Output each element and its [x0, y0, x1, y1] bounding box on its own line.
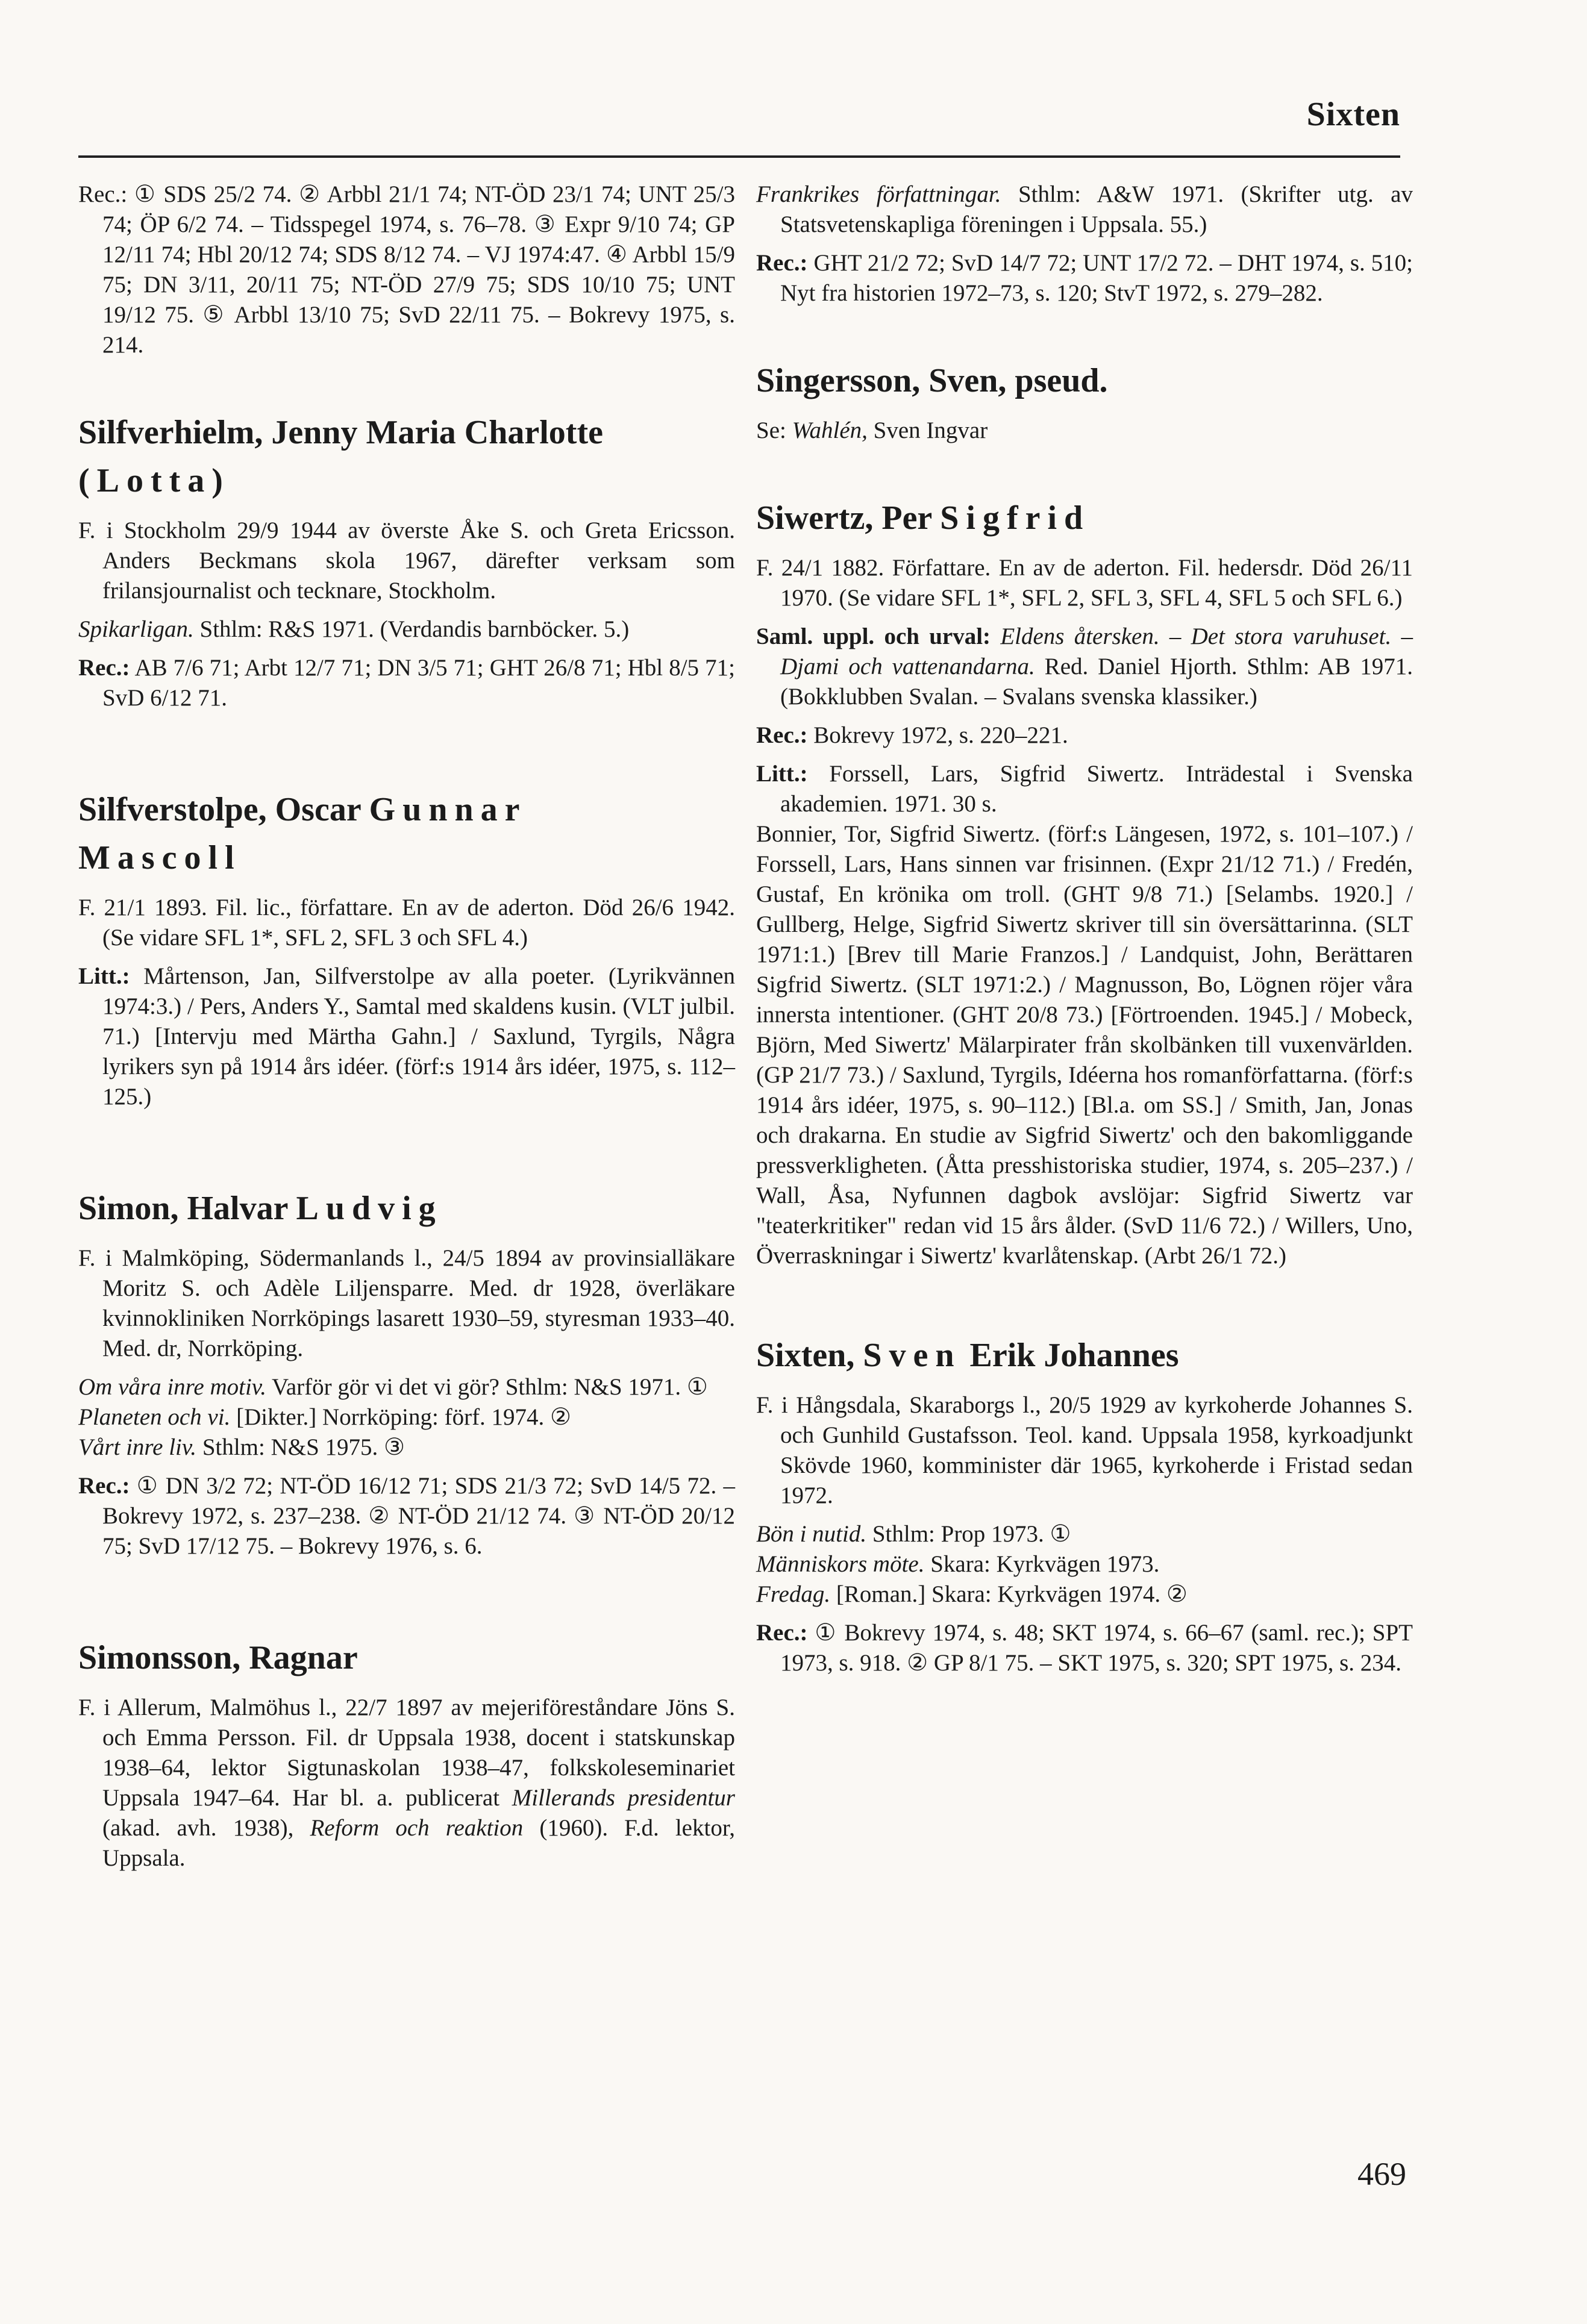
rec-label: Rec.:	[78, 1473, 130, 1499]
entry-heading-simon	[78, 1184, 735, 1232]
work-title: Människors möte.	[756, 1551, 925, 1577]
entry-name: Silfverstolpe, Oscar	[78, 791, 361, 828]
left-column	[78, 180, 735, 1882]
entry-heading-silfverhielm	[78, 408, 735, 505]
see-label: Se:	[756, 417, 792, 443]
rec-text: Bokrevy 1972, s. 220–221.	[807, 722, 1068, 748]
entry-work	[756, 1549, 1413, 1579]
entry-reviews	[756, 248, 1413, 308]
entry-collected-works	[756, 622, 1413, 712]
litt-label: Litt.:	[756, 761, 808, 787]
entry-name-rest: Erik Johannes	[969, 1337, 1179, 1374]
saml-titles: Eldens återsken. – Det stora varuhuset. – Djami och vattenandarna.	[780, 623, 1413, 679]
saml-details: Red. Daniel Hjorth. Sthlm: AB 1971. (Bokklubben Svalan. – Svalans svenska klassiker.)	[780, 654, 1413, 710]
rec-text: GHT 21/2 72; SvD 14/7 72; UNT 17/2 72. – DHT 1974, s. 510; Nyt fra historien 1972–73, s. 120; StvT 1972, s. 279–282.	[780, 250, 1413, 306]
entry-callname: (Lotta)	[78, 462, 230, 499]
bio-title: Millerands presidentur	[512, 1785, 735, 1811]
bio-text: (1960). F.d. lektor, Uppsala.	[102, 1815, 735, 1871]
entry-literature	[78, 961, 735, 1112]
rec-label: Rec.:	[756, 1620, 808, 1646]
entry-heading-silfverstolpe	[78, 786, 735, 882]
running-head: Sixten	[1306, 96, 1400, 133]
review-list-top: Rec.: ① SDS 25/2 74. ② Arbbl 21/1 74; NT-ÖD 23/1 74; UNT 25/3 74; ÖP 6/2 74. – Tidsspegel 1974, s. 76–78. ③ Expr 9/10 74; GP 12/11 74; Hbl 20/12 74; SDS 8/12 74. – VJ 1974:47. ④ Arbbl 15/9 75; DN 3/11, 20/11 75; NT-ÖD 27/9 75; SDS 10/10 75; UNT 19/12 75. ⑤ Arbbl 13/10 75; SvD 22/11 75. – Bokrevy 1975, s. 214.	[78, 181, 735, 358]
entry-name: Simonsson, Ragnar	[78, 1639, 358, 1676]
entry-work	[78, 1402, 735, 1432]
rec-label: Rec.:	[78, 655, 130, 681]
bio-text: (akad. avh. 1938),	[102, 1815, 310, 1841]
entry-name-rest: Mascoll	[78, 839, 242, 876]
rec-text: ① Bokrevy 1974, s. 48; SKT 1974, s. 66–67 (saml. rec.); SPT 1973, s. 918. ② GP 8/1 75. – SKT 1975, s. 320; SPT 1975, s. 234.	[780, 1620, 1413, 1676]
entry-work	[78, 1372, 735, 1402]
entry-work	[756, 180, 1413, 240]
work-details: Sthlm: Prop 1973. ①	[866, 1521, 1071, 1547]
litt-text: Forssell, Lars, Sigfrid Siwertz. Inträdestal i Svenska akademien. 1971. 30 s.	[780, 761, 1413, 817]
entry-bio: F. i Hångsdala, Skaraborgs l., 20/5 1929 av kyrkoherde Johannes S. och Gunhild Gustafsson. Teol. kand. Uppsala 1958, kyrkoadjunkt Skövde 1960, komminister där 1965, kyrkoherde i Fristad sedan 1972.	[756, 1392, 1413, 1508]
entry-name: Sixten,	[756, 1337, 855, 1374]
rec-label: Rec.:	[756, 250, 808, 276]
entry-name: Siwertz, Per	[756, 499, 932, 537]
entry-reviews	[756, 1618, 1413, 1678]
work-details: Skara: Kyrkvägen 1973.	[924, 1551, 1160, 1577]
work-title: Om våra inre motiv.	[78, 1374, 266, 1400]
entry-callname: Sigfrid	[940, 499, 1091, 537]
entry-see-reference	[756, 416, 1413, 446]
page-number: 469	[1357, 2156, 1406, 2192]
work-title: Spikarligan.	[78, 616, 194, 642]
work-title: Frankrikes författningar.	[756, 181, 1001, 207]
entry-heading-siwertz	[756, 494, 1413, 542]
entry-reviews	[756, 720, 1413, 751]
entry-bio: F. i Stockholm 29/9 1944 av överste Åke S. och Greta Ericsson. Anders Beckmans skola 1967, därefter verksam som frilansjournalist och tecknare, Stockholm.	[78, 517, 735, 604]
entry-heading-sixten	[756, 1331, 1413, 1379]
entry-reviews	[78, 653, 735, 713]
rec-label: Rec.:	[756, 722, 808, 748]
entry-work	[756, 1519, 1413, 1549]
header-rule	[78, 155, 1400, 158]
entry-name: Singersson, Sven, pseud.	[756, 362, 1108, 399]
entry-heading-simonsson	[78, 1634, 735, 1682]
entry-bio: F. i Malmköping, Södermanlands l., 24/5 1894 av provinsialläkare Moritz S. och Adèle Liljensparre. Med. dr 1928, överläkare kvinnokliniken Norrköpings lasarett 1930–59, styresman 1933–40. Med. dr, Norrköping.	[78, 1245, 735, 1361]
entry-name: Silfverhielm, Jenny Maria Charlotte	[78, 414, 603, 451]
right-column	[756, 180, 1413, 1687]
entry-heading-singersson	[756, 357, 1413, 405]
litt-text: Mårtenson, Jan, Silfverstolpe av alla poeter. (Lyrikvännen 1974:3.) / Pers, Anders Y., Samtal med skaldens kusin. (VLT julbil. 71.) [Intervju med Märtha Gahn.] / Saxlund, Tyrgils, Några lyrikers syn på 1914 års idéer. (förf:s 1914 års idéer, 1975, s. 112–125.)	[102, 963, 735, 1110]
saml-label: Saml. uppl. och urval:	[756, 623, 991, 649]
rec-text: ① DN 3/2 72; NT-ÖD 16/12 71; SDS 21/3 72; SvD 14/5 72. – Bokrevy 1972, s. 237–238. ② NT-ÖD 21/12 74. ③ NT-ÖD 20/12 75; SvD 17/12 75. – Bokrevy 1976, s. 6.	[102, 1473, 735, 1559]
work-title: Vårt inre liv.	[78, 1434, 197, 1460]
see-rest: Sven Ingvar	[867, 417, 988, 443]
entry-callname: Gunnar	[369, 791, 527, 828]
entry-work	[756, 1579, 1413, 1610]
entry-bio: F. 24/1 1882. Författare. En av de aderton. Fil. hedersdr. Död 26/11 1970. (Se vidare SFL 1*, SFL 2, SFL 3, SFL 4, SFL 5 och SFL 6.)	[756, 555, 1413, 611]
work-details: [Roman.] Skara: Kyrkvägen 1974. ②	[830, 1581, 1188, 1607]
work-title: Fredag.	[756, 1581, 831, 1607]
rec-text: AB 7/6 71; Arbt 12/7 71; DN 3/5 71; GHT 26/8 71; Hbl 8/5 71; SvD 6/12 71.	[102, 655, 735, 711]
entry-literature-continued: Bonnier, Tor, Sigfrid Siwertz. (förf:s Längesen, 1972, s. 101–107.) / Forssell, Lars, Hans sinnen var frisinnen. (Expr 21/12 71.) / Fredén, Gustaf, En krönika om troll. (GHT 9/8 71.) [Selambs. 1920.] / Gullberg, Helge, Sigfrid Siwertz skriver till sin översättarinna. (SLT 1971:1.) [Brev till Marie Franzos.] / Landquist, John, Berättaren Sigfrid Siwertz. (SLT 1971:2.) / Magnusson, Bo, Lögnen röjer våra innersta intentioner. (GHT 20/8 73.) [Förtroenden. 1945.] / Mobeck, Björn, Med Siwertz' Mälarpirater från skolbänken till vuxenvärlden. (GP 21/7 73.) / Saxlund, Tyrgils, Idéerna hos romanförfattarna. (förf:s 1914 års idéer, 1975, s. 90–112.) [Bl.a. om SS.] / Smith, Jan, Jonas och drakarna. En studie av Sigfrid Siwertz' och den bakomliggande pressverkligheten. (Åtta presshistoriska studier, 1974, s. 205–237.) / Wall, Åsa, Nyfunnen dagbok avslöjar: Sigfrid Siwertz var "teaterkritiker" redan vid 15 års ålder. (SvD 11/6 72.) / Willers, Uno, Överraskningar i Siwertz' kvarlåtenskap. (Arbt 26/1 72.)	[756, 821, 1413, 1269]
work-details: Varför gör vi det vi gör? Sthlm: N&S 1971. ①	[266, 1374, 708, 1400]
entry-callname: Sven	[863, 1337, 962, 1374]
work-details: [Dikter.] Norrköping: förf. 1974. ②	[230, 1404, 572, 1430]
work-title: Bön i nutid.	[756, 1521, 867, 1547]
work-details: Sthlm: R&S 1971. (Verdandis barnböcker. 5.)	[193, 616, 630, 642]
entry-reviews	[78, 1471, 735, 1561]
see-name: Wahlén,	[792, 417, 868, 443]
entry-callname: Ludvig	[296, 1190, 443, 1227]
entry-work	[78, 614, 735, 645]
entry-bio: F. 21/1 1893. Fil. lic., författare. En av de aderton. Död 26/6 1942. (Se vidare SFL 1*, SFL 2, SFL 3 och SFL 4.)	[78, 895, 735, 951]
entry-bio	[78, 1693, 735, 1873]
work-details: Sthlm: A&W 1971. (Skrifter utg. av Statsvetenskapliga föreningen i Uppsala. 55.)	[780, 181, 1413, 237]
entry-name: Simon, Halvar	[78, 1190, 288, 1227]
bio-title: Reform och reaktion	[310, 1815, 524, 1841]
entry-work	[78, 1432, 735, 1463]
work-title: Planeten och vi.	[78, 1404, 231, 1430]
litt-label: Litt.:	[78, 963, 130, 989]
entry-literature	[756, 759, 1413, 819]
work-details: Sthlm: N&S 1975. ③	[196, 1434, 405, 1460]
bio-text: F. i Allerum, Malmöhus l., 22/7 1897 av mejeriföreståndare Jöns S. och Emma Persson. Fil. dr Uppsala 1938, docent i statskunskap 1938–64, lektor Sigtunaskolan 1938–47, folkskoleseminariet Uppsala 1947–64. Har bl. a. publicerat	[78, 1695, 735, 1811]
